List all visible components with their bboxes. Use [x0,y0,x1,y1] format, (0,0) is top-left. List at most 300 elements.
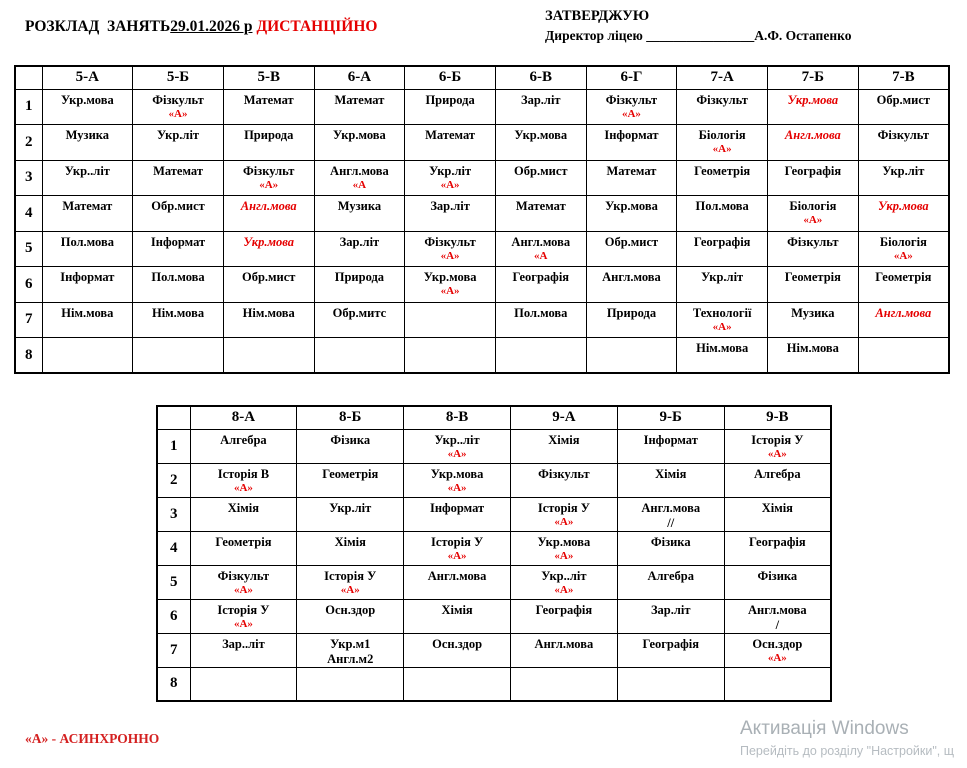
subject-label: Укр.мова [243,234,295,249]
lesson-cell [510,667,617,701]
subject-label: Математ [243,92,294,107]
class-header-9-В: 9-В [724,406,831,429]
subject-label: Алгебра [754,466,801,481]
lesson-cell [768,302,859,338]
subject-label: Історія В [217,466,270,481]
class-header-5-А: 5-А [42,66,133,89]
subject-label: Нім.мова [786,341,839,355]
subject-label: Фізкульт [787,234,839,249]
lesson-cell [405,338,496,374]
lesson-cell [768,89,859,125]
lesson-number: 5 [15,231,42,267]
subject-label: Інформат [429,500,485,515]
subject-label: Осн.здор [752,636,803,651]
lesson-cell [404,667,511,701]
lesson-cell [133,302,224,338]
lesson-cell [133,160,224,196]
lesson-cell [133,125,224,161]
subject-label: Укр.літ [429,163,472,178]
lesson-cell [586,125,677,161]
lesson-row-3 [157,497,831,531]
subject-label: Англ.мова [427,568,487,583]
lesson-cell [768,267,859,303]
async-marker: «А» [259,178,279,191]
subject-label: Осн.здор [325,602,376,617]
subject-label: Біологія [698,128,746,142]
subject-label: Математ [153,163,203,178]
class-header-5-Б: 5-Б [133,66,224,89]
async-marker: «А» [440,285,460,297]
lesson-cell [510,463,617,497]
subject-label: Музика [65,128,110,142]
group-note: Англ.м2 [327,651,374,666]
lesson-cell [586,196,677,232]
async-marker: «А» [233,617,253,630]
subject-label: Геометрія [215,534,272,549]
async-marker: «А» [233,481,253,494]
lesson-cell [314,302,405,338]
async-marker: «А» [767,651,787,664]
lesson-cell [724,531,831,565]
async-marker: «А [534,249,548,262]
lesson-cell [190,531,297,565]
lesson-cell [495,125,586,161]
subject-label: Нім.мова [61,305,114,320]
lesson-cell [42,160,133,196]
lesson-cell [42,302,133,338]
lesson-cell [617,599,724,633]
async-marker: «А» [340,583,360,596]
lesson-cell [223,302,314,338]
lesson-cell [586,231,677,267]
lower-schedule-table [156,405,832,702]
class-header-8-В: 8-В [404,406,511,429]
page-title-row [25,18,377,36]
lesson-cell [404,565,511,599]
lesson-cell [510,497,617,531]
subject-label: Обр.мист [241,270,296,284]
lesson-cell [190,429,297,463]
subject-label: Обр.мист [151,199,205,213]
subject-label: Нім.мова [696,341,749,355]
subject-label: Географія [535,602,593,617]
class-header-6-Г: 6-Г [586,66,677,89]
async-marker: «А» [447,447,467,460]
class-header-6-В: 6-В [495,66,586,89]
lesson-cell [510,633,617,667]
lesson-number: 1 [15,89,42,125]
subject-label: Фізкульт [538,466,590,481]
lesson-cell [314,89,405,125]
class-header-7-Б: 7-Б [768,66,859,89]
class-header-9-А: 9-А [510,406,617,429]
subject-label: Історія У [431,534,484,549]
subject-label: Обр.мист [514,163,568,178]
lesson-cell [190,497,297,531]
lesson-cell [858,302,949,338]
subject-label: Математ [425,128,476,142]
async-marker: «А [352,178,367,191]
subject-label: Пол.мова [60,234,114,249]
subject-label: Англ.мова [511,234,571,249]
subject-label: Укр.мова [605,199,658,213]
lesson-cell [404,463,511,497]
director-signature-line: Директор ліцею ________________А.Ф. Остапенко [545,28,852,43]
distance-mode-label: ДИСТАНЦІЙНО [256,18,378,35]
subject-label: Фізика [330,432,371,447]
lesson-cell [314,231,405,267]
lesson-cell [617,463,724,497]
subject-label: Математ [606,163,657,178]
subject-label: Історія У [751,432,804,447]
lesson-cell [586,267,677,303]
lesson-cell [405,89,496,125]
subject-label: Інформат [150,234,206,249]
subject-label: Географія [512,270,570,284]
lesson-cell [677,302,768,338]
subject-label: Пол.мова [695,199,749,213]
subject-label: Укр.мова [537,534,591,549]
lesson-number: 3 [157,497,190,531]
lesson-row-7 [157,633,831,667]
subject-label: Укр.літ [882,163,925,178]
lesson-cell [297,599,404,633]
subject-label: Природа [334,270,385,284]
subject-label: Музика [337,199,382,213]
lesson-cell [768,338,859,374]
lesson-cell [617,565,724,599]
lesson-row-5 [157,565,831,599]
subject-label: Інформат [60,270,115,284]
subject-label: Фізкульт [877,128,930,142]
lesson-cell [724,463,831,497]
lesson-number: 8 [15,338,42,374]
lesson-cell [617,633,724,667]
subject-label: Укр.мова [878,199,929,213]
subject-label: Укр.мова [430,466,484,481]
lesson-cell [724,565,831,599]
lesson-row-6 [157,599,831,633]
lesson-cell [404,599,511,633]
class-header-row [157,406,831,429]
lesson-cell [677,231,768,267]
subject-label: Хімія [441,602,473,617]
lesson-row-5 [15,231,949,267]
lesson-cell [495,89,586,125]
async-marker: «А» [447,481,467,494]
group-note: / [775,617,780,632]
lesson-cell [677,160,768,196]
lesson-cell [297,633,404,667]
schedule-date: 29.01.2026 р [170,18,253,35]
lesson-cell [297,667,404,701]
subject-label: Біологія [879,234,927,249]
lesson-cell [677,125,768,161]
subject-label: Фізкульт [424,234,476,249]
subject-label: Англ.мова [875,305,932,320]
lesson-cell [405,302,496,338]
lesson-row-1 [15,89,949,125]
async-marker: «А» [893,249,913,262]
lesson-row-6 [15,267,949,303]
lesson-cell [190,599,297,633]
subject-label: Музика [791,305,835,320]
lesson-number: 2 [157,463,190,497]
subject-label: Історія У [537,500,590,515]
lesson-cell [297,565,404,599]
watermark-subtitle: Перейдіть до розділу "Настройки", щ [740,744,955,758]
lesson-cell [586,338,677,374]
lesson-cell [314,160,405,196]
watermark-title: Активація Windows [740,718,909,739]
class-header-6-А: 6-А [314,66,405,89]
subject-label: Географія [693,234,751,249]
subject-label: Пол.мова [151,270,205,284]
lesson-cell [858,89,949,125]
async-marker: «А» [621,107,641,120]
subject-label: Інформат [604,128,659,142]
lesson-cell [768,196,859,232]
lesson-row-3 [15,160,949,196]
lesson-number: 6 [15,267,42,303]
subject-label: Обр.мист [604,234,659,249]
async-marker: «А» [712,320,732,333]
subject-label: Математ [62,199,113,213]
subject-label: Зар.літ [339,234,380,249]
lesson-cell [677,338,768,374]
lesson-cell [510,565,617,599]
subject-label: Технології [692,305,752,320]
lesson-cell [42,125,133,161]
subject-label: Укр..літ [541,568,587,583]
subject-label: Укр.мова [514,128,568,142]
subject-label: Геометрія [875,270,932,284]
lesson-cell [42,196,133,232]
lesson-cell [768,125,859,161]
lesson-cell [314,125,405,161]
lesson-cell [404,633,511,667]
subject-label: Фізкульт [152,92,204,107]
async-marker: «А» [712,143,732,155]
async-marker: «А» [767,447,787,460]
async-marker: «А» [803,214,823,226]
subject-label: Природа [606,305,657,320]
subject-label: Географія [642,636,699,651]
subject-label: Англ.мова [330,163,389,178]
subject-label: Нім.мова [151,305,205,320]
subject-label: Хімія [227,500,260,515]
lesson-cell [42,89,133,125]
lesson-number: 1 [157,429,190,463]
lesson-cell [495,302,586,338]
lesson-cell [510,531,617,565]
class-header-7-В: 7-В [858,66,949,89]
class-header-8-Б: 8-Б [297,406,404,429]
subject-label: Англ.мова [747,602,807,617]
lesson-cell [405,231,496,267]
subject-label: Фізика [757,568,798,583]
class-header-8-А: 8-А [190,406,297,429]
class-header-6-Б: 6-Б [405,66,496,89]
asynchronous-legend: «А» - АСИНХРОННО [25,731,160,746]
lesson-cell [405,267,496,303]
subject-label: Біологія [789,199,837,213]
lesson-cell [858,196,949,232]
lesson-cell [617,531,724,565]
subject-label: Фізкульт [605,92,658,107]
subject-label: Фізкульт [242,163,295,178]
subject-label: Англ.мова [602,270,661,284]
corner-cell [157,406,190,429]
lesson-cell [133,267,224,303]
lesson-cell [495,267,586,303]
lesson-cell [510,599,617,633]
async-marker: «А» [447,549,467,562]
subject-label: Історія У [324,568,377,583]
subject-label: Хімія [334,534,366,549]
lesson-cell [617,429,724,463]
lesson-cell [297,531,404,565]
subject-label: Алгебра [220,432,267,447]
lesson-cell [133,338,224,374]
subject-label: Хімія [655,466,687,481]
subject-label: Англ.мова [240,199,297,213]
subject-label: Фізкульт [696,92,748,107]
lesson-cell [405,196,496,232]
lesson-cell [617,667,724,701]
subject-label: Геометрія [322,466,379,481]
lesson-cell [858,267,949,303]
lesson-cell [768,160,859,196]
subject-label: Осн.здор [432,636,483,651]
subject-label: Алгебра [647,568,694,583]
lesson-cell [223,160,314,196]
lesson-cell [617,497,724,531]
subject-label: Укр.літ [157,128,200,142]
lesson-cell [724,667,831,701]
lesson-cell [297,463,404,497]
subject-label: Математ [334,92,385,107]
subject-label: Хімія [548,432,580,447]
subject-label: Укр.літ [701,270,744,284]
subject-label: Обр.митс [332,305,387,320]
lesson-cell [314,338,405,374]
lesson-cell [858,125,949,161]
subject-label: Геометрія [694,163,751,178]
subject-label: Хімія [761,500,793,515]
lesson-cell [223,89,314,125]
corner-cell [15,66,42,89]
subject-label: Обр.мист [876,92,931,107]
lesson-cell [405,160,496,196]
lesson-cell [404,429,511,463]
subject-label: Укр.м1 [330,636,371,651]
lesson-number: 5 [157,565,190,599]
lesson-cell [495,196,586,232]
group-note: // [667,515,675,530]
lesson-cell [510,429,617,463]
lesson-cell [314,267,405,303]
lesson-cell [586,160,677,196]
async-marker: «А» [440,178,460,191]
lesson-cell [42,231,133,267]
lesson-cell [190,633,297,667]
lesson-cell [586,89,677,125]
page-title: РОЗКЛАД ЗАНЯТЬ [25,18,171,35]
lesson-cell [768,231,859,267]
windows-activation-watermark [740,718,954,758]
lesson-row-8 [15,338,949,374]
subject-label: Географія [749,534,806,549]
lesson-cell [495,160,586,196]
lesson-cell [190,565,297,599]
lesson-number: 7 [157,633,190,667]
lesson-cell [223,125,314,161]
subject-label: Фізика [650,534,691,549]
lesson-cell [133,89,224,125]
lesson-cell [314,196,405,232]
subject-label: Нім.мова [242,305,295,320]
lesson-cell [858,231,949,267]
upper-schedule-table [14,65,950,374]
lesson-cell [724,633,831,667]
lesson-number: 4 [157,531,190,565]
lesson-cell [858,160,949,196]
lesson-row-2 [157,463,831,497]
lesson-cell [133,196,224,232]
async-marker: «А» [554,549,574,562]
subject-label: Зар.літ [650,602,691,617]
lesson-cell [586,302,677,338]
subject-label: Англ.мова [784,128,841,142]
subject-label: Зар..літ [222,636,265,651]
lesson-cell [724,599,831,633]
lesson-row-8 [157,667,831,701]
lesson-cell [724,429,831,463]
subject-label: Англ.мова [641,500,701,515]
subject-label: Природа [425,92,475,107]
lesson-cell [404,497,511,531]
lesson-cell [297,497,404,531]
subject-label: Англ.мова [534,636,594,651]
lesson-cell [495,338,586,374]
subject-label: Географія [784,163,842,178]
lesson-number: 3 [15,160,42,196]
lesson-number: 7 [15,302,42,338]
lesson-cell [133,231,224,267]
lesson-cell [404,531,511,565]
subject-label: Математ [515,199,566,213]
lesson-number: 8 [157,667,190,701]
async-marker: «А» [554,583,574,596]
lesson-cell [223,267,314,303]
lesson-number: 2 [15,125,42,161]
subject-label: Укр..літ [64,163,110,178]
lesson-row-1 [157,429,831,463]
lesson-cell [42,267,133,303]
async-marker: «А» [233,583,253,596]
subject-label: Пол.мова [514,305,568,320]
lesson-row-2 [15,125,949,161]
lesson-cell [223,338,314,374]
lesson-row-4 [157,531,831,565]
subject-label: Укр..літ [434,432,480,447]
lesson-cell [858,338,949,374]
lesson-row-7 [15,302,949,338]
class-header-5-В: 5-В [223,66,314,89]
lesson-cell [223,196,314,232]
subject-label: Геометрія [784,270,841,284]
